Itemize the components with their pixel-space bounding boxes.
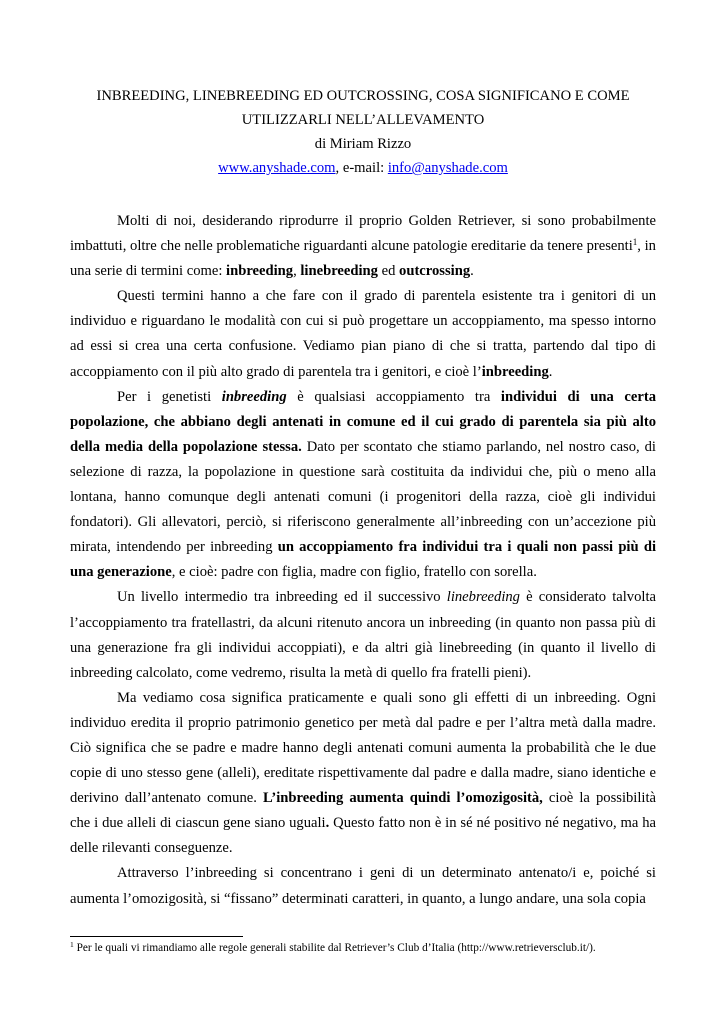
- paragraph-3: [70, 385, 656, 586]
- text-run: è qualsiasi accoppiamento tra: [286, 388, 501, 405]
- bold-text: un accoppiamento fra individui tra i quali non passi più di una generazione: [70, 539, 657, 581]
- document-title-line-2: UTILIZZARLI NELL’ALLEVAMENTO: [241, 112, 485, 128]
- footnote-separator: [70, 936, 243, 937]
- document-title-line-1: INBREEDING, LINEBREEDING ED OUTCROSSING, COSA SIGNIFICANO E COME: [96, 88, 630, 104]
- paragraph-6: [70, 861, 656, 911]
- term-inbreeding: inbreeding: [226, 263, 294, 280]
- bold-text: individui di una certa popolazione, che abbiano degli antenati in comune ed il cui grado di parentela sia più alto della media della popolazione stessa.: [70, 388, 656, 455]
- bold-text: L’inbreeding aumenta quindi l’omozigosità,: [262, 790, 543, 807]
- paragraph-4: [70, 585, 656, 685]
- text-run: , in una serie di termini come:: [70, 238, 656, 280]
- text-run: Dato per scontato che stiamo parlando, nel nostro caso, di selezione di razza, la popolazione in questione sarà costituita da individui che, più o meno alla lontana, hanno comunque degli antenati comuni (i progenitori della razza, cioè gli individui fondatori). Gli allevatori, perciò, si riferiscono generalmente all’inbreeding con un’accezione più mirata, intendendo per inbreeding: [70, 438, 656, 556]
- text-run: Per i genetisti: [117, 388, 222, 405]
- bold-italic-term: inbreeding: [221, 388, 287, 405]
- footnote-text: Per le quali vi rimandiamo alle regole generali stabilite dal Retriever’s Club d’Italia (http://www.retrieversclub.it/).: [73, 942, 596, 954]
- text-run: cioè la possibilità che i due alleli di ciascun gene siano uguali: [70, 790, 656, 832]
- email-prefix: , e-mail:: [335, 160, 388, 176]
- footnote-reference: 1: [632, 237, 638, 248]
- text-run: ,: [293, 263, 301, 280]
- website-link[interactable]: www.anyshade.com: [218, 160, 336, 176]
- text-run: è considerato talvolta l’accoppiamento tra fratellastri, da alcuni ritenuto ancora un inbreeding (in quanto non passa più di una generazione fra gli individui accoppiati), e da altri già linebreeding (in quanto il livello di inbreeding calcolato, come vedremo, risulta la metà di quello fra fratelli pieni).: [70, 589, 656, 681]
- text-run: ed: [377, 263, 400, 280]
- italic-term: linebreeding: [446, 589, 520, 606]
- email-link[interactable]: info@anyshade.com: [387, 160, 508, 176]
- document-body: [70, 209, 656, 912]
- footnote: [70, 940, 670, 956]
- bold-text: .: [325, 815, 330, 832]
- text-run: Questi termini hanno a che fare con il grado di parentela esistente tra i genitori di un individuo e riguardano le modalità con cui si può progettare un accoppiamento, ma spesso intorno ad essi si crea una certa confusione. Vediamo pian piano di che si tratta, partendo dal tipo di accoppiamento con il più alto grado di parentela tra i genitori, e cioè l’: [70, 288, 656, 380]
- bold-text: inbreeding: [481, 363, 549, 380]
- paragraph-1: [70, 209, 656, 284]
- author-byline: di Miriam Rizzo: [314, 136, 412, 152]
- text-run: Un livello intermedio tra inbreeding ed il successivo: [117, 589, 447, 606]
- paragraph-2: [70, 284, 656, 384]
- text-run: Molti di noi, desiderando riprodurre il proprio Golden Retriever, si sono probabilmente imbattuti, oltre che nelle problematiche riguardanti alcune patologie ereditarie da tenere presenti: [70, 213, 656, 255]
- text-run: Ma vediamo cosa significa praticamente e quali sono gli effetti di un inbreeding. Ogni individuo eredita il proprio patrimonio genetico per metà dal padre e per l’altra metà dalla madre. Ciò significa che se padre e madre hanno degli antenati comuni aumenta la probabilità che le due copie di uno stesso gene (alleli), ereditate rispettivamente dal padre e dalla madre, siano identiche e derivino dall’antenato comune.: [70, 689, 656, 807]
- text-run: .: [470, 263, 474, 280]
- footnote-mark: 1: [70, 940, 74, 949]
- text-run: Attraverso l’inbreeding si concentrano i geni di un determinato antenato/i e, poiché si aumenta l’omozigosità, si “fissano” determinati caratteri, in quanto, a lungo andare, una sola copia: [70, 865, 656, 907]
- term-linebreeding: linebreeding: [300, 263, 378, 280]
- text-run: .: [548, 363, 553, 380]
- term-outcrossing: outcrossing: [399, 263, 471, 280]
- paragraph-5: [70, 686, 656, 862]
- contact-line: [70, 156, 656, 180]
- text-run: , e cioè: padre con figlia, madre con figlio, fratello con sorella.: [171, 564, 537, 581]
- text-run: Questo fatto non è in sé né positivo né negativo, ma ha delle rilevanti conseguenze.: [70, 815, 657, 857]
